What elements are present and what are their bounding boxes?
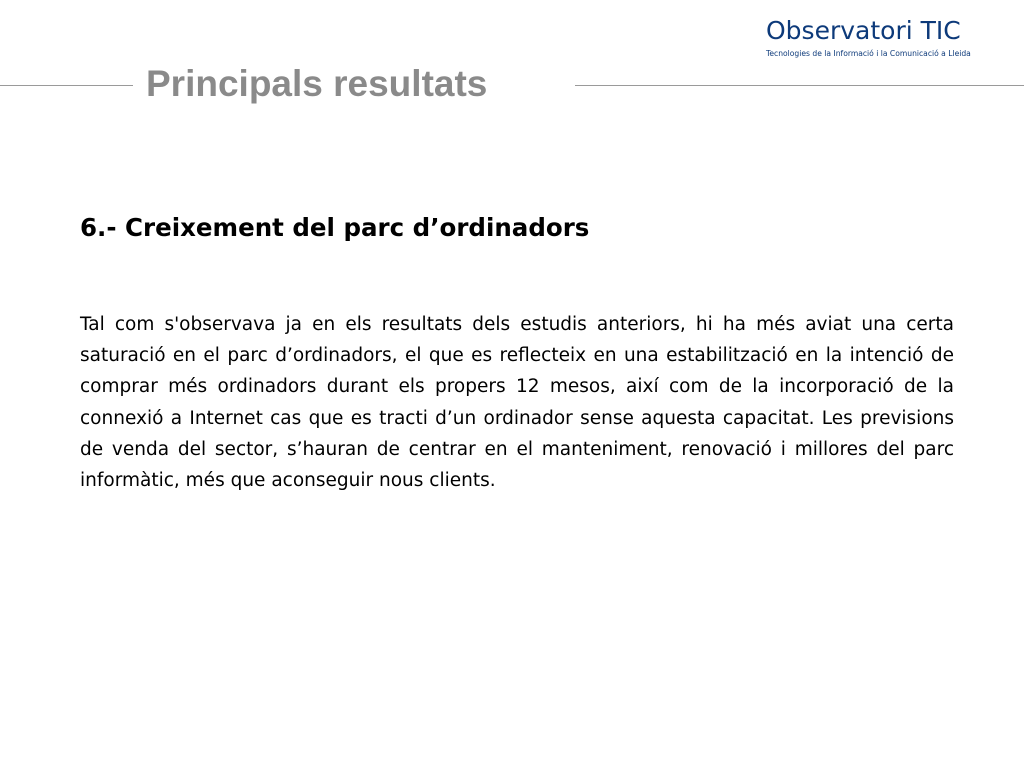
- header-rule-left: [0, 85, 133, 86]
- logo-tagline: Tecnologies de la Informació i la Comunicació a Lleida: [766, 49, 971, 58]
- section-heading: 6.- Creixement del parc d’ordinadors: [80, 213, 590, 242]
- body-paragraph: Tal com s'observava ja en els resultats dels estudis anteriors, hi ha més aviat una certa saturació en el parc d’ordinadors, el que es reflecteix en una estabilització en la intenció de comprar més ordinadors durant els propers 12 mesos, així com de la incorporació de la connexió a Internet cas que es tracti d’un ordinador sense aquesta capacitat. Les previsions de venda del sector, s’hauran de centrar en el manteniment, renovació i millores del parc informàtic, més que aconseguir nous clients.: [80, 314, 954, 492]
- logo-name: Observatori TIC: [766, 16, 961, 45]
- header-rule-right: [575, 85, 1024, 86]
- observatori-tic-logo: [766, 16, 1016, 64]
- page-title: Principals resultats: [146, 63, 488, 104]
